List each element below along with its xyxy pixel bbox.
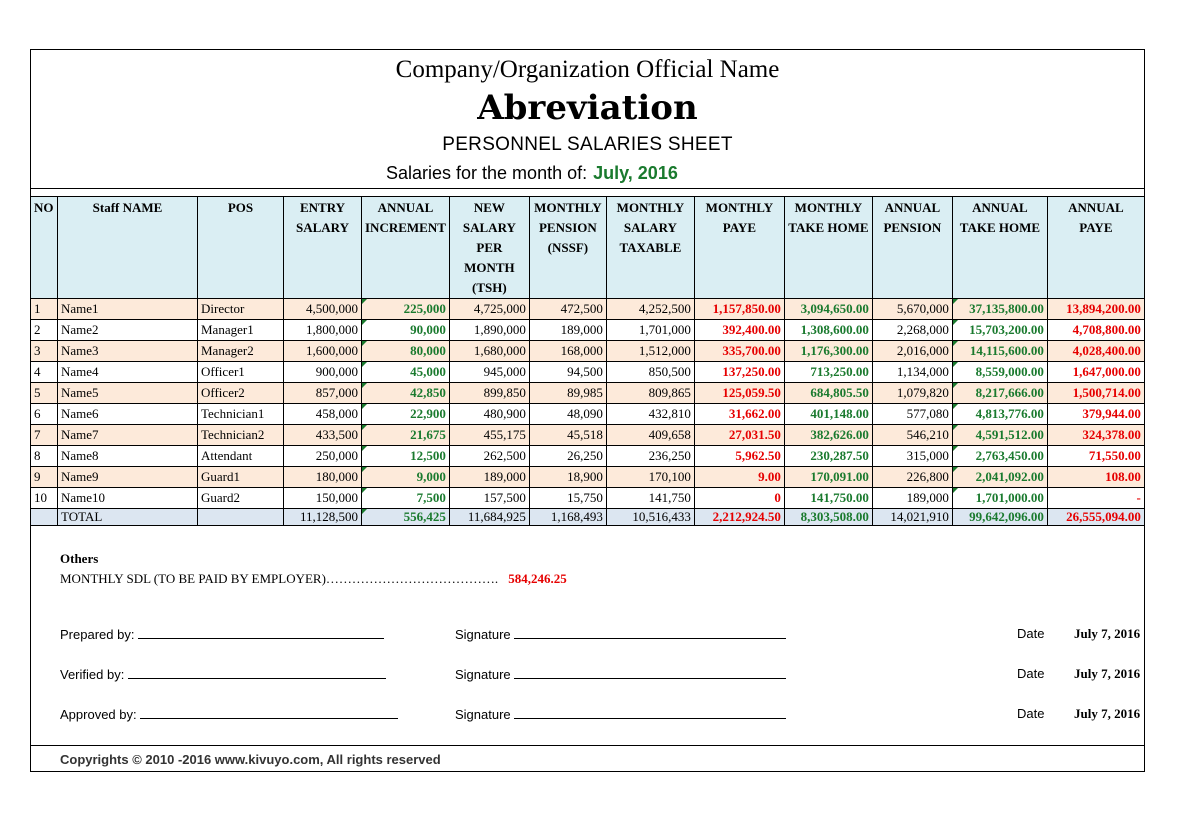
- table-cell[interactable]: 14,115,600.00: [952, 341, 1047, 362]
- copyright: Copyrights © 2010 -2016 www.kivuyo.com, All rights reserved: [60, 752, 441, 767]
- table-cell[interactable]: 382,626.00: [784, 425, 872, 446]
- table-cell[interactable]: 90,000: [362, 320, 450, 341]
- table-row: [31, 404, 1145, 425]
- table-cell[interactable]: 1,647,000.00: [1047, 362, 1144, 383]
- table-cell[interactable]: 89,985: [529, 383, 606, 404]
- col-header[interactable]: MONTHLY PENSION (NSSF): [529, 197, 606, 299]
- company-abbreviation: Abreviation: [477, 88, 698, 128]
- signature-label: Signature: [455, 667, 511, 682]
- table-cell[interactable]: 5: [31, 383, 58, 404]
- signature-field: [455, 706, 786, 722]
- name-line[interactable]: [140, 706, 398, 719]
- table-cell[interactable]: 42,850: [362, 383, 450, 404]
- table-cell[interactable]: 7: [31, 425, 58, 446]
- col-header[interactable]: ANNUAL INCREMENT: [362, 197, 450, 299]
- sheet-title: PERSONNEL SALARIES SHEET: [442, 134, 733, 155]
- table-cell[interactable]: 26,250: [529, 446, 606, 467]
- table-cell[interactable]: 433,500: [284, 425, 362, 446]
- table-cell[interactable]: 577,080: [872, 404, 952, 425]
- table-cell[interactable]: 850,500: [606, 362, 694, 383]
- table-row: [31, 467, 1145, 488]
- table-cell[interactable]: 2: [31, 320, 58, 341]
- table-cell[interactable]: 37,135,800.00: [952, 299, 1047, 320]
- prepared-by: [60, 626, 384, 642]
- month-label: Salaries for the month of:: [386, 163, 588, 183]
- table-cell[interactable]: 250,000: [284, 446, 362, 467]
- table-cell[interactable]: -: [1047, 488, 1144, 509]
- table-cell[interactable]: Name9: [58, 467, 198, 488]
- table-cell[interactable]: 1,176,300.00: [784, 341, 872, 362]
- table-cell[interactable]: 900,000: [284, 362, 362, 383]
- table-cell[interactable]: 22,900: [362, 404, 450, 425]
- table-cell[interactable]: 4,591,512.00: [952, 425, 1047, 446]
- table-cell[interactable]: 2,041,092.00: [952, 467, 1047, 488]
- table-cell[interactable]: 230,287.50: [784, 446, 872, 467]
- date-value[interactable]: July 7, 2016: [1074, 626, 1141, 641]
- table-row: [31, 383, 1145, 404]
- table-row: [31, 425, 1145, 446]
- footer-divider: [30, 745, 1145, 746]
- signature-line[interactable]: [514, 626, 786, 639]
- col-header[interactable]: MONTHLY SALARY TAXABLE: [606, 197, 694, 299]
- table-cell[interactable]: 108.00: [1047, 467, 1144, 488]
- table-cell[interactable]: 1,308,600.00: [784, 320, 872, 341]
- table-cell[interactable]: Name8: [58, 446, 198, 467]
- table-row: [31, 488, 1145, 509]
- table-cell[interactable]: 9.00: [694, 467, 784, 488]
- role-label: Verified by:: [60, 667, 125, 682]
- signature-field: [455, 666, 786, 682]
- table-cell[interactable]: 3: [31, 341, 58, 362]
- table-cell[interactable]: 10: [31, 488, 58, 509]
- signature-line[interactable]: [514, 666, 786, 679]
- date-value[interactable]: July 7, 2016: [1074, 666, 1141, 681]
- table-row: [31, 299, 1145, 320]
- col-header[interactable]: ANNUAL PENSION: [872, 197, 952, 299]
- table-cell[interactable]: Guard2: [198, 488, 284, 509]
- col-header[interactable]: NO: [31, 197, 58, 299]
- header-row: [31, 197, 1145, 299]
- col-header[interactable]: ENTRY SALARY: [284, 197, 362, 299]
- table-cell[interactable]: 4,028,400.00: [1047, 341, 1144, 362]
- table-cell[interactable]: 13,894,200.00: [1047, 299, 1144, 320]
- table-cell[interactable]: 7,500: [362, 488, 450, 509]
- table-cell[interactable]: 409,658: [606, 425, 694, 446]
- total-cell[interactable]: 99,642,096.00: [952, 509, 1047, 526]
- table-cell[interactable]: 189,000: [529, 320, 606, 341]
- signature-field: [455, 626, 786, 642]
- table-cell[interactable]: 15,750: [529, 488, 606, 509]
- table-cell[interactable]: 45,000: [362, 362, 450, 383]
- date-label: Date: [1017, 626, 1045, 641]
- total-cell[interactable]: 8,303,508.00: [784, 509, 872, 526]
- table-cell[interactable]: 150,000: [284, 488, 362, 509]
- table-row: [31, 341, 1145, 362]
- table-cell[interactable]: 2,016,000: [872, 341, 952, 362]
- table-cell[interactable]: 8,559,000.00: [952, 362, 1047, 383]
- table-cell[interactable]: 546,210: [872, 425, 952, 446]
- table-cell[interactable]: 401,148.00: [784, 404, 872, 425]
- table-cell[interactable]: 945,000: [449, 362, 529, 383]
- table-cell[interactable]: Manager2: [198, 341, 284, 362]
- salaries-table: [30, 196, 1145, 526]
- table-row: [31, 362, 1145, 383]
- company-name: Company/Organization Official Name: [395, 56, 780, 83]
- signature-label: Signature: [455, 627, 511, 642]
- table-cell[interactable]: 4,500,000: [284, 299, 362, 320]
- table-cell[interactable]: 4,708,800.00: [1047, 320, 1144, 341]
- table-cell[interactable]: 5,670,000: [872, 299, 952, 320]
- table-cell[interactable]: [198, 509, 284, 526]
- table-cell[interactable]: 1,680,000: [449, 341, 529, 362]
- table-cell[interactable]: 141,750.00: [784, 488, 872, 509]
- table-cell[interactable]: 137,250.00: [694, 362, 784, 383]
- table-cell[interactable]: 684,805.50: [784, 383, 872, 404]
- col-header[interactable]: MONTHLY TAKE HOME: [784, 197, 872, 299]
- role-label: Prepared by:: [60, 627, 135, 642]
- table-cell[interactable]: 1,079,820: [872, 383, 952, 404]
- total-cell[interactable]: 14,021,910: [872, 509, 952, 526]
- table-cell[interactable]: 857,000: [284, 383, 362, 404]
- table-cell[interactable]: Name7: [58, 425, 198, 446]
- table-cell[interactable]: Technician2: [198, 425, 284, 446]
- table-row: [31, 446, 1145, 467]
- name-line[interactable]: [138, 626, 384, 639]
- table-cell[interactable]: Name10: [58, 488, 198, 509]
- table-cell[interactable]: 225,000: [362, 299, 450, 320]
- table-cell[interactable]: Name6: [58, 404, 198, 425]
- table-cell[interactable]: 31,662.00: [694, 404, 784, 425]
- table-cell[interactable]: Technician1: [198, 404, 284, 425]
- month-line: [386, 163, 678, 184]
- table-cell[interactable]: 170,091.00: [784, 467, 872, 488]
- table-cell[interactable]: 3,094,650.00: [784, 299, 872, 320]
- table-cell[interactable]: 1,157,850.00: [694, 299, 784, 320]
- table-cell[interactable]: 1: [31, 299, 58, 320]
- table-cell[interactable]: 1,500,714.00: [1047, 383, 1144, 404]
- col-header[interactable]: POS: [198, 197, 284, 299]
- table-cell[interactable]: 5,962.50: [694, 446, 784, 467]
- table-cell[interactable]: 1,701,000.00: [952, 488, 1047, 509]
- role-label: Approved by:: [60, 707, 137, 722]
- table-cell[interactable]: Name1: [58, 299, 198, 320]
- table-cell[interactable]: [31, 509, 58, 526]
- total-cell[interactable]: 2,212,924.50: [694, 509, 784, 526]
- table-cell[interactable]: 9: [31, 467, 58, 488]
- total-cell[interactable]: 11,684,925: [449, 509, 529, 526]
- table-cell[interactable]: 713,250.00: [784, 362, 872, 383]
- table-cell[interactable]: 4: [31, 362, 58, 383]
- table-cell[interactable]: Officer1: [198, 362, 284, 383]
- table-cell[interactable]: 94,500: [529, 362, 606, 383]
- table-cell[interactable]: 480,900: [449, 404, 529, 425]
- table-cell[interactable]: 432,810: [606, 404, 694, 425]
- table-cell[interactable]: 189,000: [872, 488, 952, 509]
- table-cell[interactable]: 899,850: [449, 383, 529, 404]
- table-cell[interactable]: 9,000: [362, 467, 450, 488]
- table-cell[interactable]: 21,675: [362, 425, 450, 446]
- table-cell[interactable]: Manager1: [198, 320, 284, 341]
- signature-label: Signature: [455, 707, 511, 722]
- date-label: Date: [1017, 666, 1045, 681]
- table-cell[interactable]: 15,703,200.00: [952, 320, 1047, 341]
- table-cell[interactable]: 379,944.00: [1047, 404, 1144, 425]
- table-cell[interactable]: 1,512,000: [606, 341, 694, 362]
- total-cell[interactable]: 556,425: [362, 509, 450, 526]
- total-cell[interactable]: 11,128,500: [284, 509, 362, 526]
- table-cell[interactable]: 48,090: [529, 404, 606, 425]
- name-line[interactable]: [128, 666, 386, 679]
- table-cell[interactable]: Attendant: [198, 446, 284, 467]
- sheet-header: [31, 50, 1144, 189]
- approved-by: [60, 706, 398, 722]
- table-cell[interactable]: 4,252,500: [606, 299, 694, 320]
- sdl-label: MONTHLY SDL (TO BE PAID BY EMPLOYER)………………………………….: [60, 571, 499, 586]
- table-cell[interactable]: Officer2: [198, 383, 284, 404]
- total-row: [31, 509, 1145, 526]
- table-cell[interactable]: Guard1: [198, 467, 284, 488]
- verified-by: [60, 666, 386, 682]
- table-cell[interactable]: 4,813,776.00: [952, 404, 1047, 425]
- table-cell[interactable]: 2,268,000: [872, 320, 952, 341]
- col-header[interactable]: ANNUAL TAKE HOME: [952, 197, 1047, 299]
- table-cell[interactable]: 180,000: [284, 467, 362, 488]
- table-cell[interactable]: 18,900: [529, 467, 606, 488]
- table-cell[interactable]: 809,865: [606, 383, 694, 404]
- table-cell[interactable]: 2,763,450.00: [952, 446, 1047, 467]
- sdl-line: [60, 571, 567, 587]
- sdl-value[interactable]: 584,246.25: [508, 571, 567, 586]
- table-cell[interactable]: 168,000: [529, 341, 606, 362]
- signature-line[interactable]: [514, 706, 786, 719]
- table-cell[interactable]: Name4: [58, 362, 198, 383]
- table-row: [31, 320, 1145, 341]
- table-cell[interactable]: 0: [694, 488, 784, 509]
- table-cell[interactable]: 315,000: [872, 446, 952, 467]
- table-cell[interactable]: 8: [31, 446, 58, 467]
- table-cell[interactable]: 27,031.50: [694, 425, 784, 446]
- total-cell[interactable]: 26,555,094.00: [1047, 509, 1144, 526]
- table-cell[interactable]: 1,800,000: [284, 320, 362, 341]
- total-label[interactable]: TOTAL: [58, 509, 198, 526]
- col-header[interactable]: MONTHLY PAYE: [694, 197, 784, 299]
- table-cell[interactable]: 4,725,000: [449, 299, 529, 320]
- table-cell[interactable]: 1,701,000: [606, 320, 694, 341]
- col-header[interactable]: ANNUAL PAYE: [1047, 197, 1144, 299]
- table-cell[interactable]: 170,100: [606, 467, 694, 488]
- table-cell[interactable]: 1,600,000: [284, 341, 362, 362]
- total-cell[interactable]: 1,168,493: [529, 509, 606, 526]
- table-cell[interactable]: 262,500: [449, 446, 529, 467]
- table-cell[interactable]: 71,550.00: [1047, 446, 1144, 467]
- date-label: Date: [1017, 706, 1045, 721]
- table-cell[interactable]: 1,134,000: [872, 362, 952, 383]
- table-cell[interactable]: 12,500: [362, 446, 450, 467]
- table-cell[interactable]: 8,217,666.00: [952, 383, 1047, 404]
- date-value[interactable]: July 7, 2016: [1074, 706, 1141, 721]
- table-cell[interactable]: 324,378.00: [1047, 425, 1144, 446]
- table-cell[interactable]: 6: [31, 404, 58, 425]
- table-cell[interactable]: 472,500: [529, 299, 606, 320]
- table-cell[interactable]: 45,518: [529, 425, 606, 446]
- total-cell[interactable]: 10,516,433: [606, 509, 694, 526]
- table-cell[interactable]: Director: [198, 299, 284, 320]
- table-cell[interactable]: 236,250: [606, 446, 694, 467]
- table-cell[interactable]: 455,175: [449, 425, 529, 446]
- col-header[interactable]: NEW SALARY PER MONTH (TSH): [449, 197, 529, 299]
- table-cell[interactable]: 157,500: [449, 488, 529, 509]
- table-cell[interactable]: Name2: [58, 320, 198, 341]
- table-cell[interactable]: 1,890,000: [449, 320, 529, 341]
- table-cell[interactable]: 141,750: [606, 488, 694, 509]
- table-cell[interactable]: 458,000: [284, 404, 362, 425]
- col-header[interactable]: Staff NAME: [58, 197, 198, 299]
- table-cell[interactable]: Name5: [58, 383, 198, 404]
- table-cell[interactable]: 392,400.00: [694, 320, 784, 341]
- others-heading: Others: [60, 551, 99, 566]
- table-cell[interactable]: 80,000: [362, 341, 450, 362]
- table-cell[interactable]: 335,700.00: [694, 341, 784, 362]
- month-value[interactable]: July, 2016: [593, 163, 678, 183]
- table-cell[interactable]: 125,059.50: [694, 383, 784, 404]
- table-cell[interactable]: Name3: [58, 341, 198, 362]
- table-cell[interactable]: 189,000: [449, 467, 529, 488]
- table-cell[interactable]: 226,800: [872, 467, 952, 488]
